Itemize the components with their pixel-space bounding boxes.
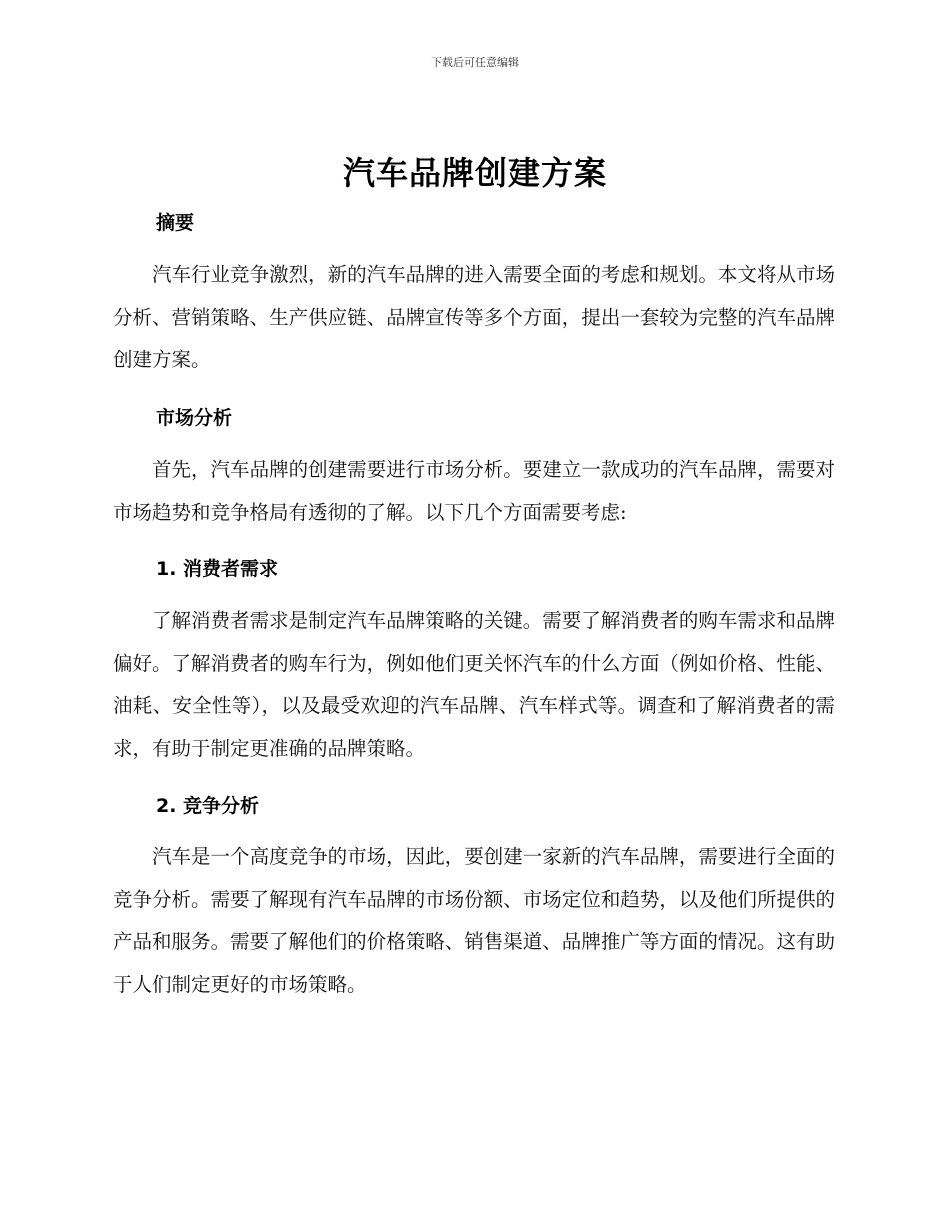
section-heading-market-analysis: 市场分析 <box>156 407 233 429</box>
header-note: 下载后可任意编辑 <box>431 56 519 69</box>
section-heading-abstract: 摘要 <box>156 212 195 234</box>
section-paragraph-abstract: 汽车行业竞争激烈，新的汽车品牌的进入需要全面的考虑和规划。本文将从市场分析、营销策略、生产供应链、品牌宣传等多个方面，提出一套较为完整的汽车品牌创建方案。 <box>113 263 835 371</box>
document-title: 汽车品牌创建方案 <box>342 154 607 192</box>
section-paragraph-competition-analysis: 汽车是一个高度竞争的市场，因此，要创建一家新的汽车品牌，需要进行全面的竞争分析。需要了解现有汽车品牌的市场份额、市场定位和趋势，以及他们所提供的产品和服务。需要了解他们的价格策略、销售渠道、品牌推广等方面的情况。这有助于人们制定更好的市场策略。 <box>113 845 835 996</box>
section-heading-competition-analysis: 2. 竞争分析 <box>156 795 260 817</box>
section-heading-consumer-demand: 1. 消费者需求 <box>156 558 279 580</box>
section-paragraph-consumer-demand: 了解消费者需求是制定汽车品牌策略的关键。需要了解消费者的购车需求和品牌偏好。了解消费者的购车行为，例如他们更关怀汽车的什么方面（例如价格、性能、油耗、安全性等），以及最受欢迎的汽车品牌、汽车样式等。调查和了解消费者的需求，有助于制定更准确的品牌策略。 <box>113 609 835 760</box>
section-paragraph-market-analysis: 首先，汽车品牌的创建需要进行市场分析。要建立一款成功的汽车品牌，需要对市场趋势和竞争格局有透彻的了解。以下几个方面需要考虑: <box>113 458 835 524</box>
